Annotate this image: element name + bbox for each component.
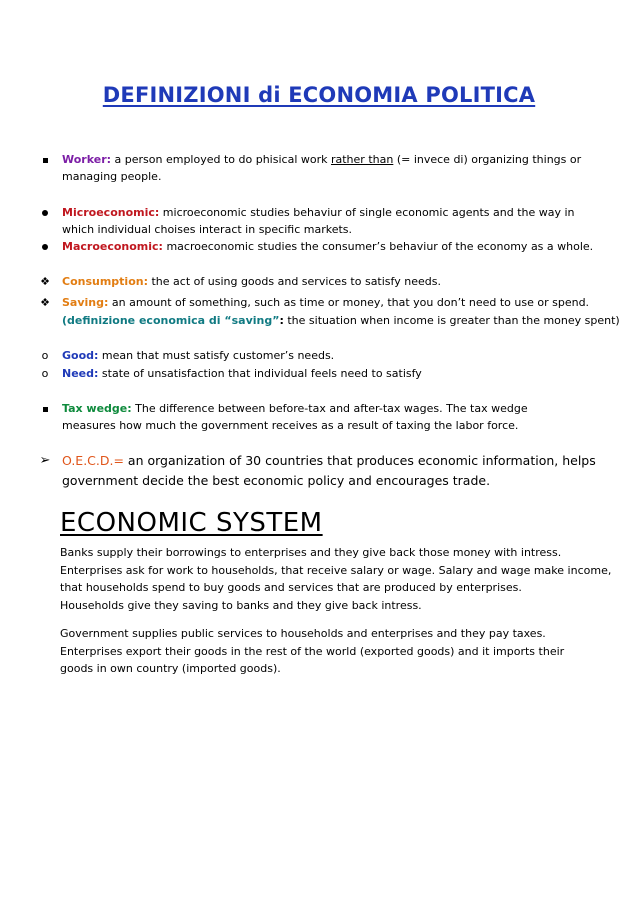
paragraph-line: that households spend to buy goods and services that are produced by enterprises. [60, 581, 522, 594]
tax-wedge-text-line2: measures how much the government receives as a result of taxing the labor force. [62, 419, 519, 432]
oecd-text-line1: an organization of 30 countries that produces economic information, helps [123, 453, 596, 468]
paragraph-line: Enterprises export their goods in the rest of the world (exported goods) and it imports their [60, 644, 565, 658]
microeconomic-term: Microeconomic: [62, 206, 160, 219]
diamond-bullet-icon: ❖ [40, 275, 50, 288]
tax-wedge-term: Tax wedge: [62, 402, 132, 415]
paragraph-line: goods in own country (imported goods). [60, 662, 281, 675]
saving-definition [62, 294, 608, 311]
square-bullet-icon [38, 151, 52, 168]
saving-def-text: the situation when income is greater than the money spent) [283, 314, 620, 327]
good-text: mean that must satisfy customer’s needs. [98, 349, 335, 362]
worker-text-a: a person employed to do phisical work [114, 153, 331, 166]
need-text: state of unsatisfaction that individual feels need to satisfy [98, 367, 422, 380]
circle-bullet-icon: o [41, 367, 49, 380]
need-term: Need: [62, 367, 99, 380]
tax-wedge-text-line1: The difference between before-tax and after-tax wages. The tax wedge [131, 402, 528, 415]
square-bullet-icon [38, 400, 52, 417]
saving-def-open: ( [62, 314, 68, 327]
macroeconomic-text: macroeconomic studies the consumer’s behaviur of the economy as a whole. [162, 240, 594, 253]
economic-system-paragraph-1 [60, 544, 620, 614]
good-term: Good: [62, 349, 99, 362]
consumption-term: Consumption: [62, 275, 148, 288]
worker-definition [62, 151, 608, 185]
economic-system-paragraph-2 [60, 625, 620, 678]
saving-text: an amount of something, such as time or money, that you don’t need to use or spend. [108, 296, 590, 309]
oecd-definition [62, 451, 608, 491]
arrow-bullet-icon: ➢ [39, 453, 51, 468]
good-definition [62, 347, 608, 364]
microeconomic-text-line2: which individual choises interact in specific markets. [62, 223, 353, 236]
saving-def-term: definizione economica di “saving” [67, 314, 280, 327]
section-heading: ECONOMIC SYSTEM [60, 508, 323, 538]
oecd-text-line2: government decide the best economic policy and encourages trade. [62, 473, 491, 488]
round-bullet-icon [38, 204, 52, 221]
worker-text-b: (= invece di) organizing things or [393, 153, 582, 166]
need-definition [62, 365, 608, 382]
oecd-term: O.E.C.D.= [62, 453, 124, 468]
worker-term: Worker: [62, 153, 112, 166]
round-bullet-icon [38, 238, 52, 255]
saving-economic-definition [62, 312, 620, 329]
paragraph-line: Enterprises ask for work to households, that receive salary or wage. Salary and wage make income, [60, 563, 612, 577]
macroeconomic-term: Macroeconomic: [62, 240, 163, 253]
consumption-definition [62, 273, 608, 290]
worker-text-line2: managing people. [62, 170, 162, 183]
page-title: DEFINIZIONI di ECONOMIA POLITICA [102, 83, 536, 107]
paragraph-line: Government supplies public services to households and enterprises and they pay taxes. [60, 627, 546, 640]
microeconomic-text-line1: microeconomic studies behaviur of single economic agents and the way in [159, 206, 575, 219]
microeconomic-definition [62, 204, 608, 238]
saving-term: Saving: [62, 296, 109, 309]
tax-wedge-definition [62, 400, 608, 434]
paragraph-line: Banks supply their borrowings to enterprises and they give back those money with intress. [60, 546, 562, 559]
diamond-bullet-icon: ❖ [40, 296, 50, 309]
circle-bullet-icon: o [41, 349, 49, 362]
saving-def-colon: : [279, 314, 284, 327]
paragraph-line: Households give they saving to banks and they give back intress. [60, 598, 422, 612]
worker-text-underlined: rather than [330, 153, 394, 166]
consumption-text: the act of using goods and services to satisfy needs. [148, 275, 441, 288]
macroeconomic-definition [62, 238, 608, 255]
